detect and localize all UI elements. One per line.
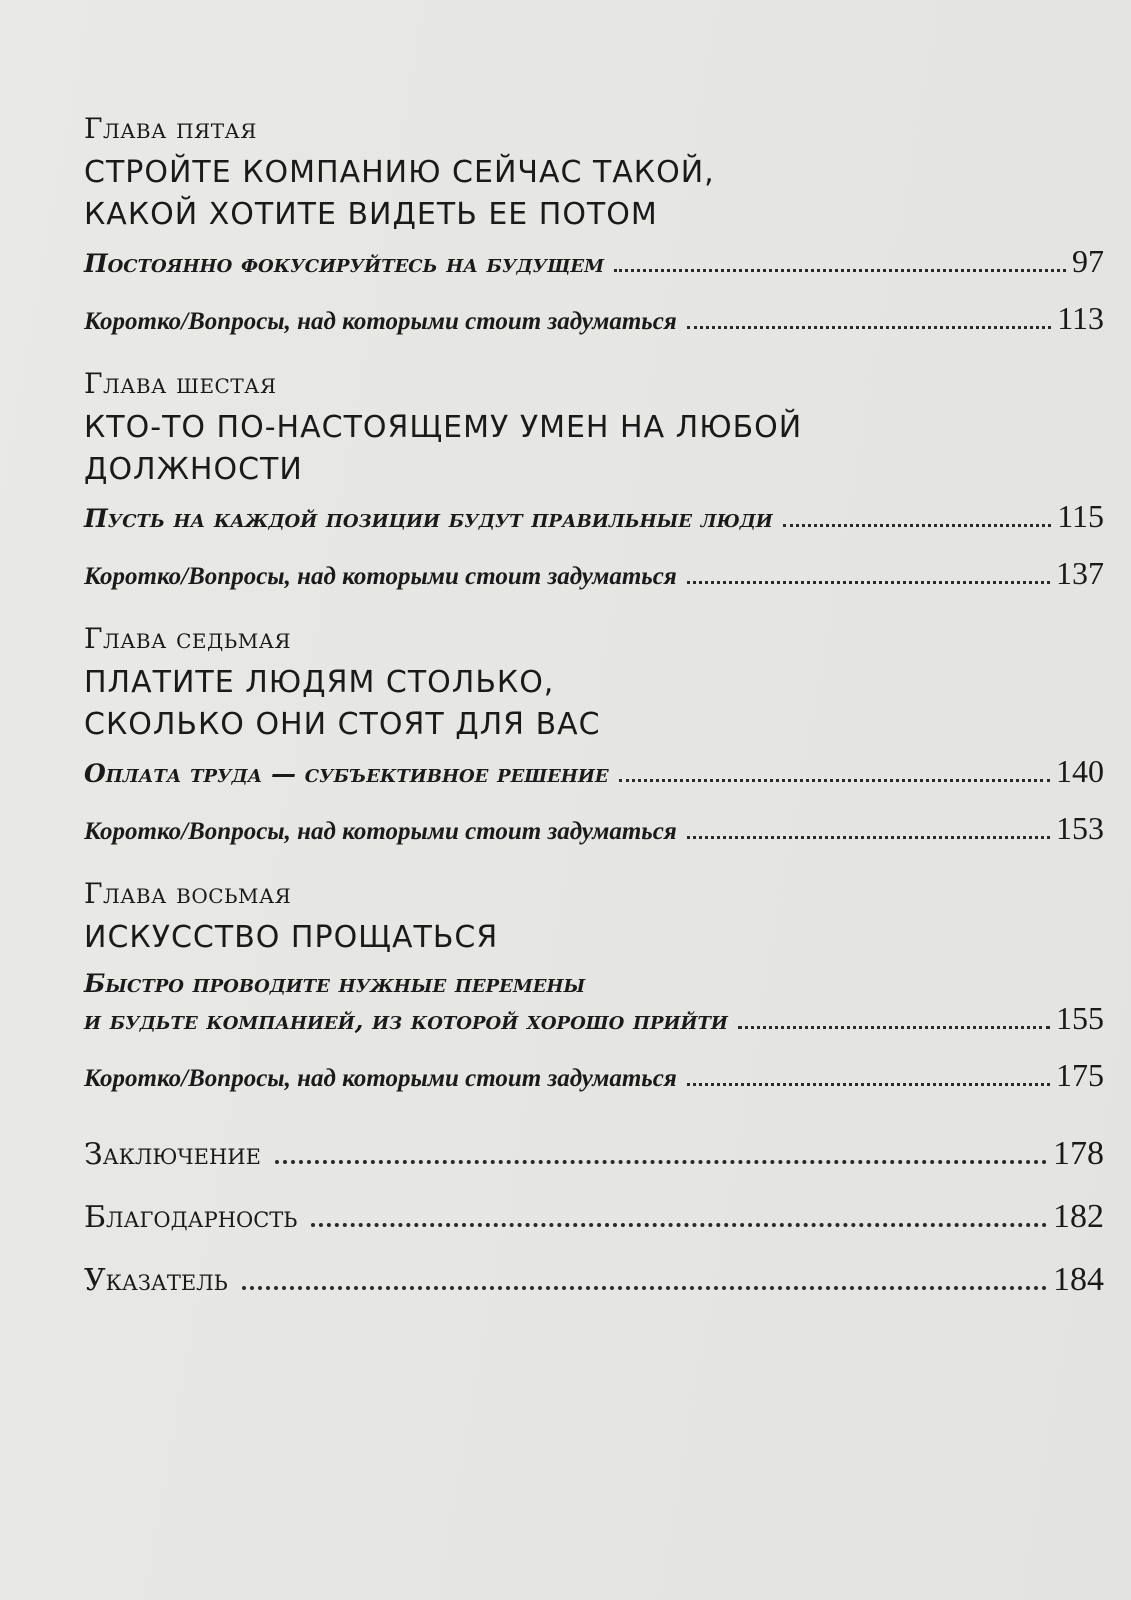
leader-dots xyxy=(614,269,1066,272)
toc-entry-text: Оплата труда — субъективное решение xyxy=(84,759,609,788)
toc-entry-text: Благодарность xyxy=(84,1200,298,1235)
chapter-title-line: ДОЛЖНОСТИ xyxy=(84,452,303,487)
chapter-title-line: ПЛАТИТЕ ЛЮДЯМ СТОЛЬКО, xyxy=(84,665,555,700)
chapter-label: Глава седьмая xyxy=(84,622,292,655)
toc-entry-text: и будьте компанией, из которой хорошо прийти xyxy=(84,1006,728,1035)
toc-entry-text: Коротко/Вопросы, над которыми стоит задуматься xyxy=(84,818,677,845)
toc-entry-text: Заключение xyxy=(84,1137,261,1172)
leader-dots xyxy=(687,1083,1050,1086)
chapter-title-line: КТО-ТО ПО-НАСТОЯЩЕМУ УМЕН НА ЛЮБОЙ xyxy=(84,410,803,445)
page-number: 184 xyxy=(1053,1261,1104,1298)
toc-entry-summary[interactable] xyxy=(84,555,1104,592)
chapter-label: Глава пятая xyxy=(84,112,257,145)
page-number: 155 xyxy=(1056,1000,1104,1036)
back-matter xyxy=(84,1134,1104,1301)
table-of-contents xyxy=(84,112,1104,1323)
page-number: 140 xyxy=(1056,753,1104,789)
chapter-7 xyxy=(84,622,1104,847)
leader-dots xyxy=(687,326,1051,329)
chapter-title-line: СТРОЙТЕ КОМПАНИЮ СЕЙЧАС ТАКОЙ, xyxy=(84,155,715,190)
leader-dots xyxy=(311,1223,1047,1227)
page-number: 175 xyxy=(1056,1057,1104,1093)
toc-entry-text: Пусть на каждой позиции будут правильные люди xyxy=(84,504,773,533)
page-number: 178 xyxy=(1053,1135,1104,1172)
toc-entry-text: Коротко/Вопросы, над которыми стоит задуматься xyxy=(84,563,677,590)
chapter-5 xyxy=(84,112,1104,337)
toc-entry[interactable] xyxy=(84,243,1104,279)
toc-entry[interactable] xyxy=(84,1000,1104,1036)
leader-dots xyxy=(738,1026,1050,1029)
toc-entry-text: Постоянно фокусируйтесь на будущем xyxy=(84,249,605,278)
toc-entry-summary[interactable] xyxy=(84,810,1104,847)
page-number: 137 xyxy=(1056,555,1104,591)
chapter-title-line: КАКОЙ ХОТИТЕ ВИДЕТЬ ЕЕ ПОТОМ xyxy=(84,197,658,232)
chapter-6 xyxy=(84,367,1104,592)
toc-entry[interactable] xyxy=(84,753,1104,789)
page-number: 182 xyxy=(1053,1198,1104,1235)
page-number: 97 xyxy=(1072,243,1104,279)
chapter-title-line: СКОЛЬКО ОНИ СТОЯТ ДЛЯ ВАС xyxy=(84,707,601,742)
toc-entry-index[interactable] xyxy=(84,1260,1104,1301)
page-number: 115 xyxy=(1057,498,1104,534)
leader-dots xyxy=(783,524,1051,527)
toc-entry-acknowledgements[interactable] xyxy=(84,1197,1104,1238)
toc-entry[interactable] xyxy=(84,498,1104,534)
toc-entry-summary[interactable] xyxy=(84,1057,1104,1094)
chapter-label: Глава восьмая xyxy=(84,877,292,910)
chapter-label: Глава шестая xyxy=(84,367,277,400)
leader-dots xyxy=(242,1286,1047,1290)
toc-entry-text: Коротко/Вопросы, над которыми стоит задуматься xyxy=(84,308,677,335)
leader-dots xyxy=(619,779,1050,782)
chapter-8 xyxy=(84,877,1104,1094)
toc-entry-conclusion[interactable] xyxy=(84,1134,1104,1175)
leader-dots xyxy=(275,1160,1047,1164)
leader-dots xyxy=(687,836,1050,839)
chapter-title-line: ИСКУССТВО ПРОЩАТЬСЯ xyxy=(84,920,499,955)
toc-entry-text: Коротко/Вопросы, над которыми стоит задуматься xyxy=(84,1065,677,1092)
page-number: 113 xyxy=(1057,300,1104,336)
toc-entry-summary[interactable] xyxy=(84,300,1104,337)
toc-entry-text-line1: Быстро проводите нужные перемены xyxy=(84,969,586,998)
page-number: 153 xyxy=(1056,810,1104,846)
toc-entry-text: Указатель xyxy=(84,1263,228,1298)
leader-dots xyxy=(687,581,1050,584)
